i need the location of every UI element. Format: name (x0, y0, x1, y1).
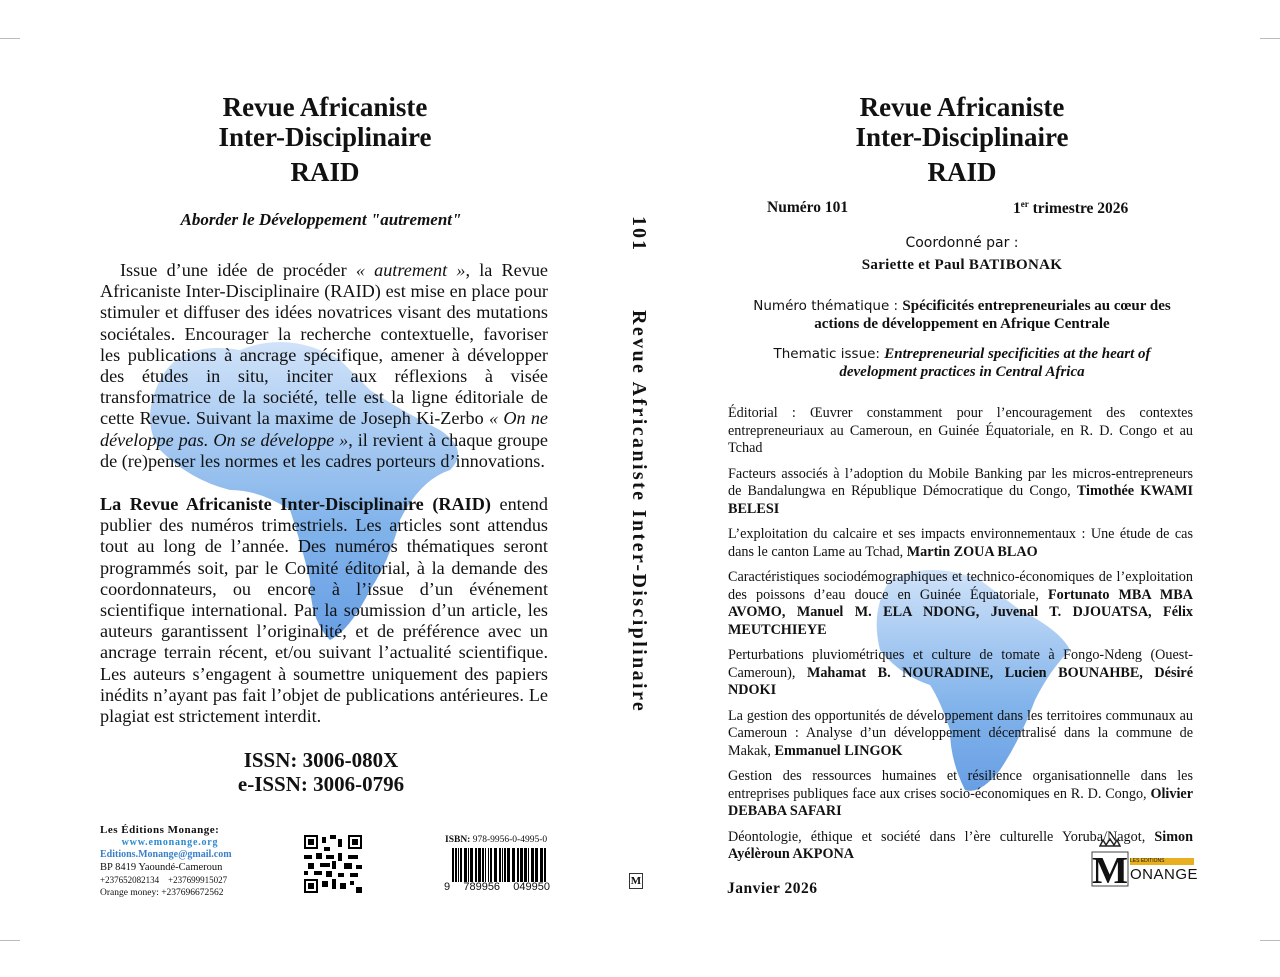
article-authors: Timothée KWAMI BELESI (728, 483, 1194, 517)
barcode-bar (488, 848, 489, 882)
barcode-bar (517, 848, 519, 882)
article-title: La gestion des opportunités de développement dans les territoires communaux au Cameroun : Analyse d’un développement décentralisé dans la commune de Makak, (728, 707, 1193, 759)
front-title-2: Inter-Disciplinaire (855, 122, 1069, 152)
barcode-bar (524, 848, 527, 882)
back-title-2: Inter-Disciplinaire (218, 122, 432, 152)
barcode-bar (458, 848, 459, 882)
barcode-bar (485, 848, 486, 882)
article-authors: Simon Ayélèroun AKPONA (728, 828, 1193, 862)
e-issn: e-ISSN: 3006-0796 (237, 772, 405, 796)
publisher-address: BP 8419 Yaoundé-Cameroun (100, 861, 223, 873)
article-entry (728, 569, 1193, 639)
publication-date: Janvier 2026 (727, 880, 818, 897)
publisher-info (100, 824, 240, 899)
article-title: Déontologie, éthique et société dans l’ère culturelle Yoruba/Nagot, (728, 828, 1155, 845)
barcode (452, 848, 548, 882)
article-title: Éditorial : Œuvrer constamment pour l’encouragement des contextes entrepreneuriaux au Cameroun, en Guinée Équatoriale, en R. D. Congo et au Tchad (728, 405, 1193, 456)
barcode-bar (455, 848, 457, 882)
coordinators: Sariette et Paul BATIBONAK (861, 257, 1063, 273)
article-title: L’exploitation du calcaire et ses impacts environnementaux : Une étude de cas dans le canton Lame au Tchad, (728, 526, 1193, 560)
article-authors: Mahamat B. NOURADINE, Lucien BOUNAHBE, Désiré NDOKI (728, 664, 1194, 698)
publisher-orange-money: Orange money: +237696672562 (100, 887, 224, 898)
article-entry (728, 768, 1193, 821)
front-title-3: RAID (927, 157, 997, 187)
barcode-bar (512, 848, 515, 882)
barcode-bar (502, 848, 503, 882)
barcode-bar (475, 848, 477, 882)
back-paragraph-1: Issue d’une idée de procéder « autrement », la Revue Africaniste Inter-Disciplinaire (RAID) est mise en place pour stimuler et diffuser des idées novatrices visant des mutations sociétales. Encourager la recherche contextuelle, favoriser les publications à ancrage spécifique, amener à développer des études in situ, inciter aux réflexions à visée transformatrice de la société, telle est la ligne éditoriale de cette Revue. Suivant la maxime de Joseph Ki-Zerbo « On ne développe pas. On se développe », il revient à chaque groupe de (re)penser les normes et les cadres porteurs d’innovations. (100, 260, 549, 471)
barcode-bar (535, 848, 538, 882)
barcode-bar (460, 848, 462, 882)
front-title-1: Revue Africaniste (859, 92, 1065, 122)
issn: ISSN: 3006-080X (243, 748, 399, 772)
barcode-bar (531, 848, 534, 882)
monange-logo: M LES EDITIONS ONANGE (1088, 838, 1194, 890)
article-title: Facteurs associés à l’adoption du Mobile Banking par les micros-entrepreneurs de Bandalungwa en République Démocratique du Congo, (728, 465, 1193, 499)
article-title: Caractéristiques sociodémographiques et technico-économiques de l’exploitation des poissons d’eau douce en Guinée Équatoriale, (728, 569, 1193, 603)
theme-fr: Numéro thématique : Spécificités entrepreneuriales au cœur des actions de développement en Afrique Centrale (753, 298, 1171, 332)
barcode-bar (528, 848, 529, 882)
isbn-label: ISBN: 978-9956-0-4995-0 (445, 835, 548, 845)
publisher-website[interactable]: www.emonange.org (121, 836, 219, 848)
table-of-contents (728, 405, 1193, 872)
barcode-bar (482, 848, 484, 882)
barcode-bar (540, 848, 543, 882)
barcode-bar (520, 848, 523, 882)
article-authors: Olivier DEBABA SAFARI (728, 785, 1193, 819)
article-entry (728, 466, 1193, 519)
publisher-name: Les Éditions Monange: (100, 824, 220, 836)
barcode-digits: 9 789956 049950 (444, 881, 550, 893)
article-authors: Emmanuel LINGOK (774, 742, 903, 759)
trimester: 1er trimestre 2026 (1013, 199, 1129, 218)
barcode-bar (507, 848, 510, 882)
back-paragraph-2: La Revue Africaniste Inter-Disciplinaire (RAID) entend publier des numéros trimestriels. Les articles sont attendus tout au long de l’année. Des numéros thématiques seront programmés soit, par le Comité éditorial, à la demande des coordonnateurs, ou encore à l’issue d’un événement scientifique international. Par la soumission d’un article, les auteurs garantissent l’originalité, et de préférence avec un ancrage terrain récent, et/ou suivant l’actualité scientifique. Les auteurs s’engagent à soumettre uniquement des papiers inédits n’ayant pas fait l’objet de publications antérieures. Le plagiat est strictement interdit. (100, 494, 548, 727)
article-entry (728, 647, 1193, 700)
issue-number: Numéro 101 (767, 199, 849, 216)
spine-title: Revue Africaniste Inter-Disciplinaire (628, 310, 650, 714)
svg-text:M: M (1092, 850, 1128, 890)
article-title: Gestion des ressources humaines et résilience organisationnelle dans les entreprises publiques face aux crises socio-économiques en R. D. Congo, (728, 768, 1193, 802)
article-entry (728, 526, 1193, 561)
coordinated-by-label: Coordonné par : (905, 235, 1019, 251)
qr-code (304, 835, 362, 893)
article-title: Perturbations pluviométriques et culture de tomate à Fongo-Ndeng (Ouest-Cameroun), (728, 647, 1193, 681)
barcode-bar (468, 848, 469, 882)
article-entry (728, 405, 1193, 458)
spine-number: 101 (628, 216, 650, 252)
barcode-bar (478, 848, 481, 882)
barcode-bar (464, 848, 467, 882)
back-subtitle: Aborder le Développement "autrement" (180, 210, 462, 229)
barcode-bar (494, 848, 497, 882)
publisher-phones: +237652082134 +237699915027 (100, 875, 228, 885)
barcode-bar (452, 848, 454, 882)
article-authors: Martin ZOUA BLAO (906, 543, 1038, 560)
back-title-1: Revue Africaniste (222, 92, 428, 122)
article-entry (728, 708, 1193, 761)
barcode-bar (470, 848, 473, 882)
barcode-bar (490, 848, 492, 882)
barcode-bar (504, 848, 506, 882)
theme-en: Thematic issue: Entrepreneurial specificities at the heart of development practices in Central Africa (773, 346, 1151, 380)
spine-logo: M (630, 875, 642, 887)
back-title-3: RAID (290, 157, 360, 187)
barcode-bar (499, 848, 501, 882)
publisher-email[interactable]: Editions.Monange@gmail.com (100, 849, 232, 860)
barcode-bar (544, 848, 546, 882)
article-authors: Fortunato MBA MBA AVOMO, Manuel M. ELA NDONG, Juvenal T. DJOUATSA, Félix MEUTCHIEYE (728, 586, 1193, 638)
